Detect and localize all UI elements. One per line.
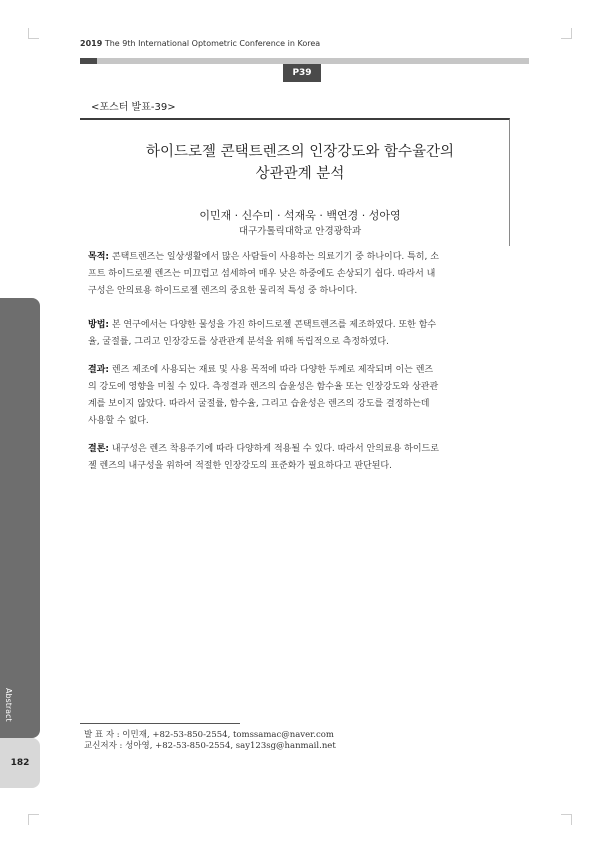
section-line: 구성은 안의료용 하이드로젤 렌즈의 중요한 물리적 특성 중 하나이다. bbox=[88, 286, 358, 296]
footnote-rule bbox=[80, 723, 240, 724]
section-line: 본 연구에서는 다양한 물성을 가진 하이드로젤 콘택트렌즈를 제조하였다. 또한 함수 bbox=[111, 320, 437, 330]
crop-mark-bottom-left bbox=[28, 814, 39, 825]
side-tab-label: Abstract bbox=[4, 688, 13, 722]
section-line: 내구성은 렌즈 착용주기에 따라 다양하게 적용될 수 있다. 따라서 안의료용 하이드로 bbox=[111, 444, 439, 454]
section-line: 젤 렌즈의 내구성을 위하여 적절한 인장강도의 표준화가 필요하다고 판단된다. bbox=[88, 461, 392, 471]
section-heading: 결과: bbox=[88, 365, 109, 375]
authors: 이민재 · 신수미 · 석재욱 · 백연경 · 성아영 bbox=[199, 209, 401, 222]
section-line: 의 강도에 영향을 미칠 수 있다. 측정결과 렌즈의 습윤성은 함수율 또는 인장강도와 상관관 bbox=[88, 382, 439, 392]
section-purpose bbox=[88, 249, 512, 300]
section-line: 계를 보이지 않았다. 따라서 굴절률, 함수율, 그리고 습윤성은 렌즈의 강도를 결정하는데 bbox=[88, 399, 430, 409]
crop-mark-bottom-right bbox=[561, 814, 572, 825]
paper-title bbox=[0, 141, 600, 185]
page-number: 182 bbox=[10, 758, 30, 768]
title-line-2: 상관관계 분석 bbox=[255, 166, 345, 182]
header-year: 2019 bbox=[80, 39, 103, 48]
section-conclusion bbox=[88, 441, 512, 475]
crop-mark-top-right bbox=[561, 28, 572, 39]
section-heading: 목적: bbox=[88, 252, 109, 262]
running-header bbox=[80, 39, 320, 48]
section-line: 사용할 수 없다. bbox=[88, 416, 149, 426]
section-heading: 방법: bbox=[88, 320, 109, 330]
header-rule-accent bbox=[80, 58, 97, 64]
section-result bbox=[88, 362, 512, 430]
footnote bbox=[84, 730, 336, 752]
affiliation: 대구가톨릭대학교 안경광학과 bbox=[238, 226, 362, 237]
section-line: 콘택트렌즈는 일상생활에서 많은 사람들이 사용하는 의료기기 중 하나이다. 특히, 소 bbox=[111, 252, 439, 262]
section-line: 프트 하이드로젤 렌즈는 미끄럽고 섬세하여 매우 낮은 하중에도 손상되기 쉽다. 따라서 내 bbox=[88, 269, 436, 279]
crop-mark-top-left bbox=[28, 28, 39, 39]
footnote-presenter: 발 표 자 : 이민재, +82-53-850-2554, tomssamac@naver.com bbox=[84, 730, 334, 740]
section-method bbox=[88, 317, 512, 351]
side-tab bbox=[0, 298, 40, 738]
section-line: 율, 굴절률, 그리고 인장강도를 상관관계 분석을 위해 독립적으로 측정하였다. bbox=[88, 337, 389, 347]
header-conference: The 9th International Optometric Conference in Korea bbox=[104, 39, 321, 48]
footnote-corresponding: 교신저자 : 성아영, +82-53-850-2554, say123sg@hanmail.net bbox=[84, 741, 336, 751]
section-heading: 결론: bbox=[88, 444, 109, 454]
section-line: 렌즈 제조에 사용되는 재료 및 사용 목적에 따라 다양한 두께로 제작되며 이는 렌즈 bbox=[111, 365, 434, 375]
title-line-1: 하이드로젤 콘택트렌즈의 인장강도와 함수율간의 bbox=[146, 144, 454, 160]
poster-number: <포스터 발표-39> bbox=[91, 102, 176, 113]
poster-tag: P39 bbox=[283, 64, 321, 82]
